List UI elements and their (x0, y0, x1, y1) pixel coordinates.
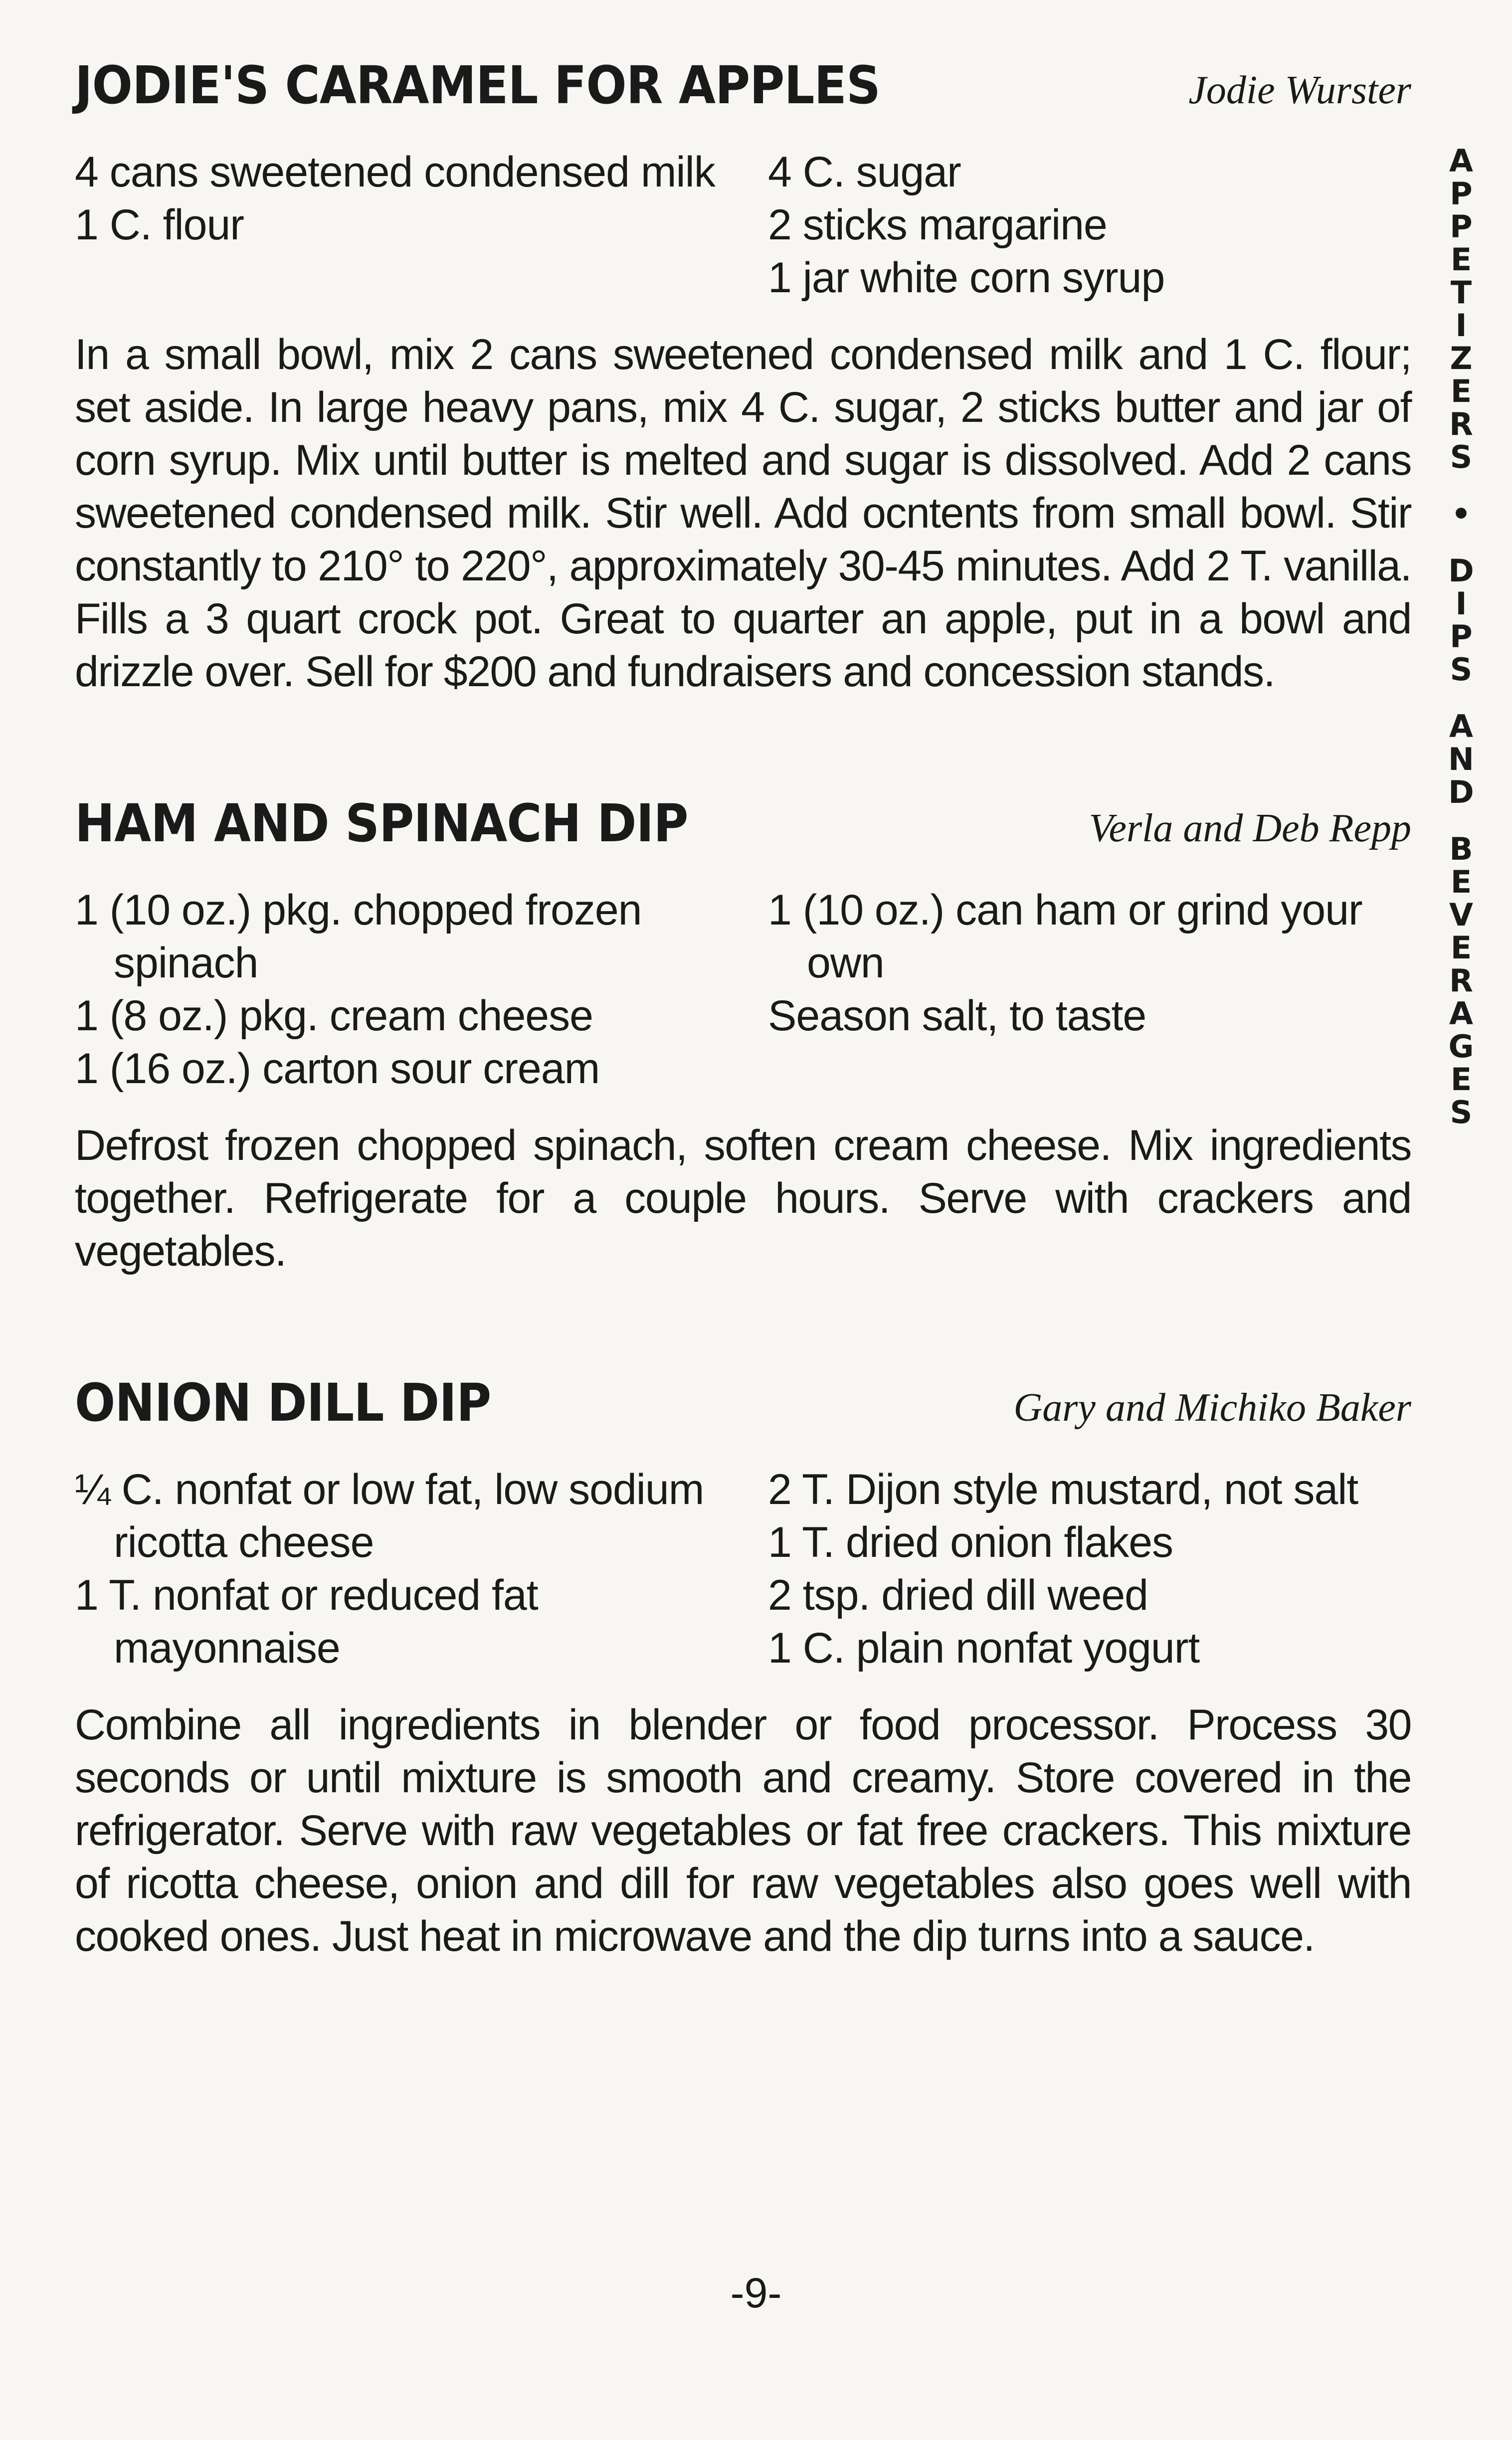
ingredient: 1 (8 oz.) pkg. cream cheese (75, 992, 593, 1040)
ingredient-list (75, 146, 1411, 304)
recipe-directions: Combine all ingredients in blender or food processor. Process 30 seconds or until mixture is smooth and creamy. Store covered in the refrigerator. Serve with raw vegetables or fat free crackers. This mixture of ricotta cheese, onion and dill for raw vegetables also goes well with cooked ones. Just heat in microwave and the dip turns into a sauce. (75, 1701, 1411, 1960)
ingredient-column-right (768, 146, 1411, 304)
side-tab-letter: D (1448, 553, 1474, 589)
ingredient: 1 jar white corn syrup (768, 254, 1165, 302)
recipe-header (75, 793, 1411, 854)
side-tab-letter: D (1448, 774, 1474, 810)
ingredient: 1 (10 oz.) pkg. chopped frozen spinach (75, 886, 642, 987)
ingredient-column-right (768, 1463, 1411, 1675)
ingredient-column-right (768, 884, 1411, 1095)
side-tab-letter: E (1450, 373, 1472, 409)
ingredient-column-left (75, 884, 723, 1095)
side-tab-letter: E (1450, 930, 1472, 966)
cookbook-page (75, 55, 1411, 2058)
recipe-caramel-for-apples (75, 55, 1411, 698)
ingredient-list (75, 1463, 1411, 1675)
side-tab-letter: Z (1450, 340, 1473, 376)
side-tab-word (1449, 833, 1474, 1129)
recipe-title: JODIE'S CARAMEL FOR APPLES (75, 55, 880, 116)
ingredient: 1 (16 oz.) carton sour cream (75, 1045, 600, 1093)
recipe-title: ONION DILL DIP (75, 1372, 491, 1433)
ingredient: 4 C. sugar (768, 148, 961, 196)
side-tab-letter: S (1450, 439, 1473, 475)
section-side-tab (1441, 145, 1481, 1129)
ingredient: 2 sticks margarine (768, 201, 1107, 249)
recipe-directions: Defrost frozen chopped spinach, soften cream cheese. Mix ingredients together. Refrigerate for a couple hours. Serve with crackers and vegetables. (75, 1122, 1411, 1275)
side-tab-letter: E (1450, 241, 1472, 278)
side-tab-letter: P (1450, 208, 1473, 245)
side-tab-letter: B (1449, 831, 1473, 867)
side-tab-letter: R (1449, 406, 1473, 442)
recipe-title: HAM AND SPINACH DIP (75, 793, 688, 854)
recipe-onion-dill-dip (75, 1372, 1411, 1963)
ingredient: 1 C. flour (75, 201, 244, 249)
ingredient: 2 T. Dijon style mustard, not salt (768, 1466, 1358, 1513)
side-tab-letter: I (1455, 307, 1467, 344)
side-tab-letter: A (1449, 708, 1473, 745)
side-tab-separator: • (1451, 496, 1471, 532)
recipe-header (75, 55, 1411, 116)
side-tab-word (1448, 555, 1474, 686)
side-tab-letter: G (1448, 1028, 1474, 1065)
side-tab-word (1449, 145, 1473, 474)
ingredient-list (75, 884, 1411, 1095)
side-tab-letter: I (1455, 585, 1467, 622)
side-tab-letter: A (1449, 143, 1473, 179)
ingredient: 1 T. dried onion flakes (768, 1518, 1173, 1566)
side-tab-word (1448, 710, 1474, 809)
recipe-ham-and-spinach-dip (75, 793, 1411, 1278)
side-tab-letter: N (1448, 741, 1474, 777)
ingredient: 1 T. nonfat or reduced fat mayonnaise (75, 1571, 538, 1672)
ingredient: ¼ C. nonfat or low fat, low sodium ricotta cheese (75, 1466, 704, 1566)
ingredient-column-left (75, 146, 723, 304)
side-tab-letter: R (1449, 962, 1473, 999)
recipe-author: Jodie Wurster (1188, 68, 1411, 112)
side-tab-letter: S (1450, 651, 1473, 688)
page-number: -9- (730, 2269, 782, 2316)
side-tab-letter: E (1450, 1061, 1472, 1098)
side-tab-letter: A (1449, 995, 1473, 1032)
recipe-directions: In a small bowl, mix 2 cans sweetened condensed milk and 1 C. flour; set aside. In large heavy pans, mix 4 C. sugar, 2 sticks butter and jar of corn syrup. Mix until butter is melted and sugar is dissolved. Add 2 cans sweetened condensed milk. Stir well. Add ocntents from small bowl. Stir constantly to 210° to 220°, approximately 30-45 minutes. Add 2 T. vanilla. Fills a 3 quart crock pot. Great to quarter an apple, put in a bowl and drizzle over. Sell for $200 and fundraisers and concession stands. (75, 331, 1411, 696)
side-tab-letter: T (1450, 274, 1472, 311)
side-tab-letter: S (1450, 1094, 1473, 1130)
ingredient: 1 (10 oz.) can ham or grind your own (768, 886, 1362, 987)
recipe-author: Verla and Deb Repp (1089, 806, 1411, 850)
ingredient: Season salt, to taste (768, 992, 1146, 1040)
ingredient: 1 C. plain nonfat yogurt (768, 1624, 1200, 1672)
ingredient-column-left (75, 1463, 723, 1675)
side-tab-letter: V (1449, 897, 1473, 933)
recipe-header (75, 1372, 1411, 1433)
side-tab-letter: E (1450, 864, 1472, 900)
side-tab-letter: P (1450, 176, 1473, 212)
recipe-author: Gary and Michiko Baker (1013, 1386, 1411, 1430)
ingredient: 4 cans sweetened condensed milk (75, 148, 715, 196)
ingredient: 2 tsp. dried dill weed (768, 1571, 1148, 1619)
side-tab-letter: P (1450, 618, 1473, 655)
